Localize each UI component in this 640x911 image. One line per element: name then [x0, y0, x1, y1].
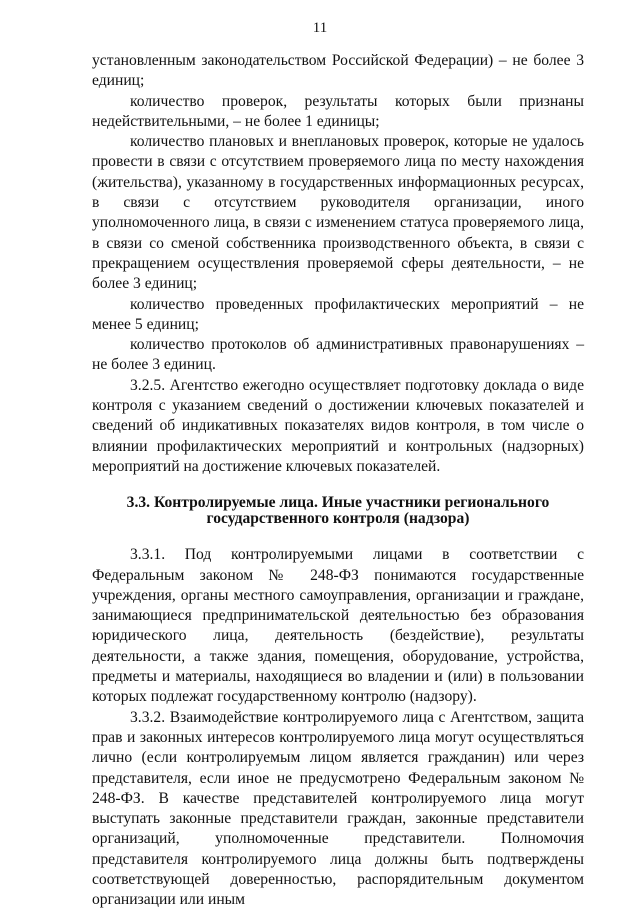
paragraph: 3.2.5. Агентство ежегодно осуществляет подготовку доклада о виде контроля с указанием сведений о достижении ключевых показателей и сведений об индикативных показателях видов контроля, в том числе о влиянии профилактических мероприятий и контрольных (надзорных) мероприятий на достижение ключевых показателей. [92, 376, 584, 475]
paragraph: 3.3.1. Под контролируемыми лицами в соответствии с Федеральным законом № 248-ФЗ понимаются государственные учреждения, органы местного самоуправления, организации и граждане, занимающиеся предпринимательской деятельностью без образования юридического лица, деятельность (бездействие), результаты деятельности, а также здания, помещения, оборудование, устройства, предметы и материалы, находящиеся во владении и (или) в пользовании которых подлежат государственному контролю (надзору). [92, 546, 584, 706]
document-body [92, 51, 584, 911]
spacer [92, 527, 584, 545]
paragraph: количество протоколов об административных правонарушениях – не более 3 единиц. [92, 336, 584, 374]
section-heading: 3.3. Контролируемые лица. Иные участники регионального государственного контроля (надзора) [126, 494, 550, 528]
paragraph: количество плановых и внеплановых проверок, которые не удалось провести в связи с отсутствием проверяемого лица по месту нахождения (жительства), указанному в государственных информационных ресурсах, в связи с отсутствием руководителя организации, иного уполномоченного лица, в связи с изменением статуса проверяемого лица, в связи со сменой собственника производственного объекта, в связи с прекращением осуществления проверяемой сферы деятельности, – не более 3 единиц; [92, 133, 584, 293]
paragraph: количество проведенных профилактических мероприятий – не менее 5 единиц; [92, 295, 584, 333]
paragraph: 3.3.2. Взаимодействие контролируемого лица с Агентством, защита прав и законных интересов контролируемого лица могут осуществляться лично (если контролируемым лицом является гражданин) или через представителя, если иное не предусмотрено Федеральным законом № 248-ФЗ. В качестве представителей контролируемого лица могут выступать законные представители граждан, законные представители организаций, уполномоченные представители. Полномочия представителя контролируемого лица должны быть подтверждены соответствующей доверенностью, распорядительным документом организации или иным [92, 708, 584, 909]
page-number: 11 [312, 20, 328, 36]
paragraph: количество проверок, результаты которых были признаны недействительными, – не более 1 единицы; [92, 92, 584, 130]
paragraph: установленным законодательством Российской Федерации) – не более 3 единиц; [92, 52, 584, 90]
